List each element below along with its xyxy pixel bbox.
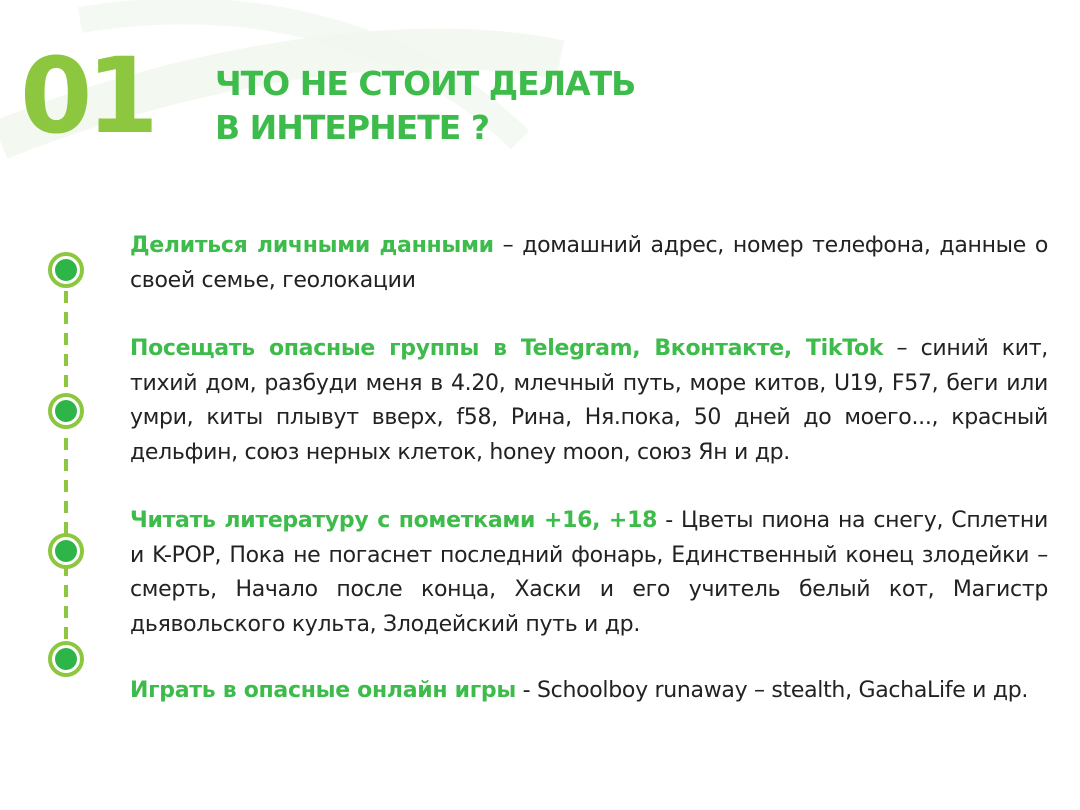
rule-heading: Читать литературу с пометками +16, +18 [130,508,658,533]
rule-text: - Schoolboy runaway – stealth, GachaLife и др. [515,678,1029,703]
timeline-dot [50,643,82,675]
page-title-line-2: В ИНТЕРНЕТЕ ? [215,108,489,147]
rule-item-personal-data [130,229,1048,298]
rule-heading: Делиться личными данными [130,233,494,258]
rule-heading: Играть в опасные онлайн игры [130,678,516,703]
rule-item-online-games [130,674,1048,709]
page-title-line-1: ЧТО НЕ СТОИТ ДЕЛАТЬ [215,64,636,103]
timeline [44,240,88,690]
section-number: 01 [20,35,153,157]
rule-item-literature [130,504,1048,642]
rule-text: - Цветы пиона на снегу, Сплетни и K-POP, Пока не погаснет последний фонарь, Единственный конец злодейки – смерть, Начало после конца, Хаски и его учитель белый кот, Магистр дьявольского культа, Злодейский путь и др. [130,508,1048,637]
page-title [215,62,635,150]
timeline-dot [50,535,82,567]
timeline-dot [50,395,82,427]
timeline-dot [50,254,82,286]
rule-item-dangerous-groups [130,332,1048,470]
rule-heading: Посещать опасные группы в Telegram, Вконтакте, TikTok [130,336,884,361]
rule-text: – домашний адрес, номер телефона, данные о своей семье, геолокации [130,233,1048,293]
rule-text: – синий кит, тихий дом, разбуди меня в 4.20, млечный путь, море китов, U19, F57, беги или умри, киты плывут вверх, f58, Рина, Ня.пока, 50 дней до моего..., красный дельфин, союз нерных клеток, honey moon, союз Ян и др. [130,336,1048,465]
